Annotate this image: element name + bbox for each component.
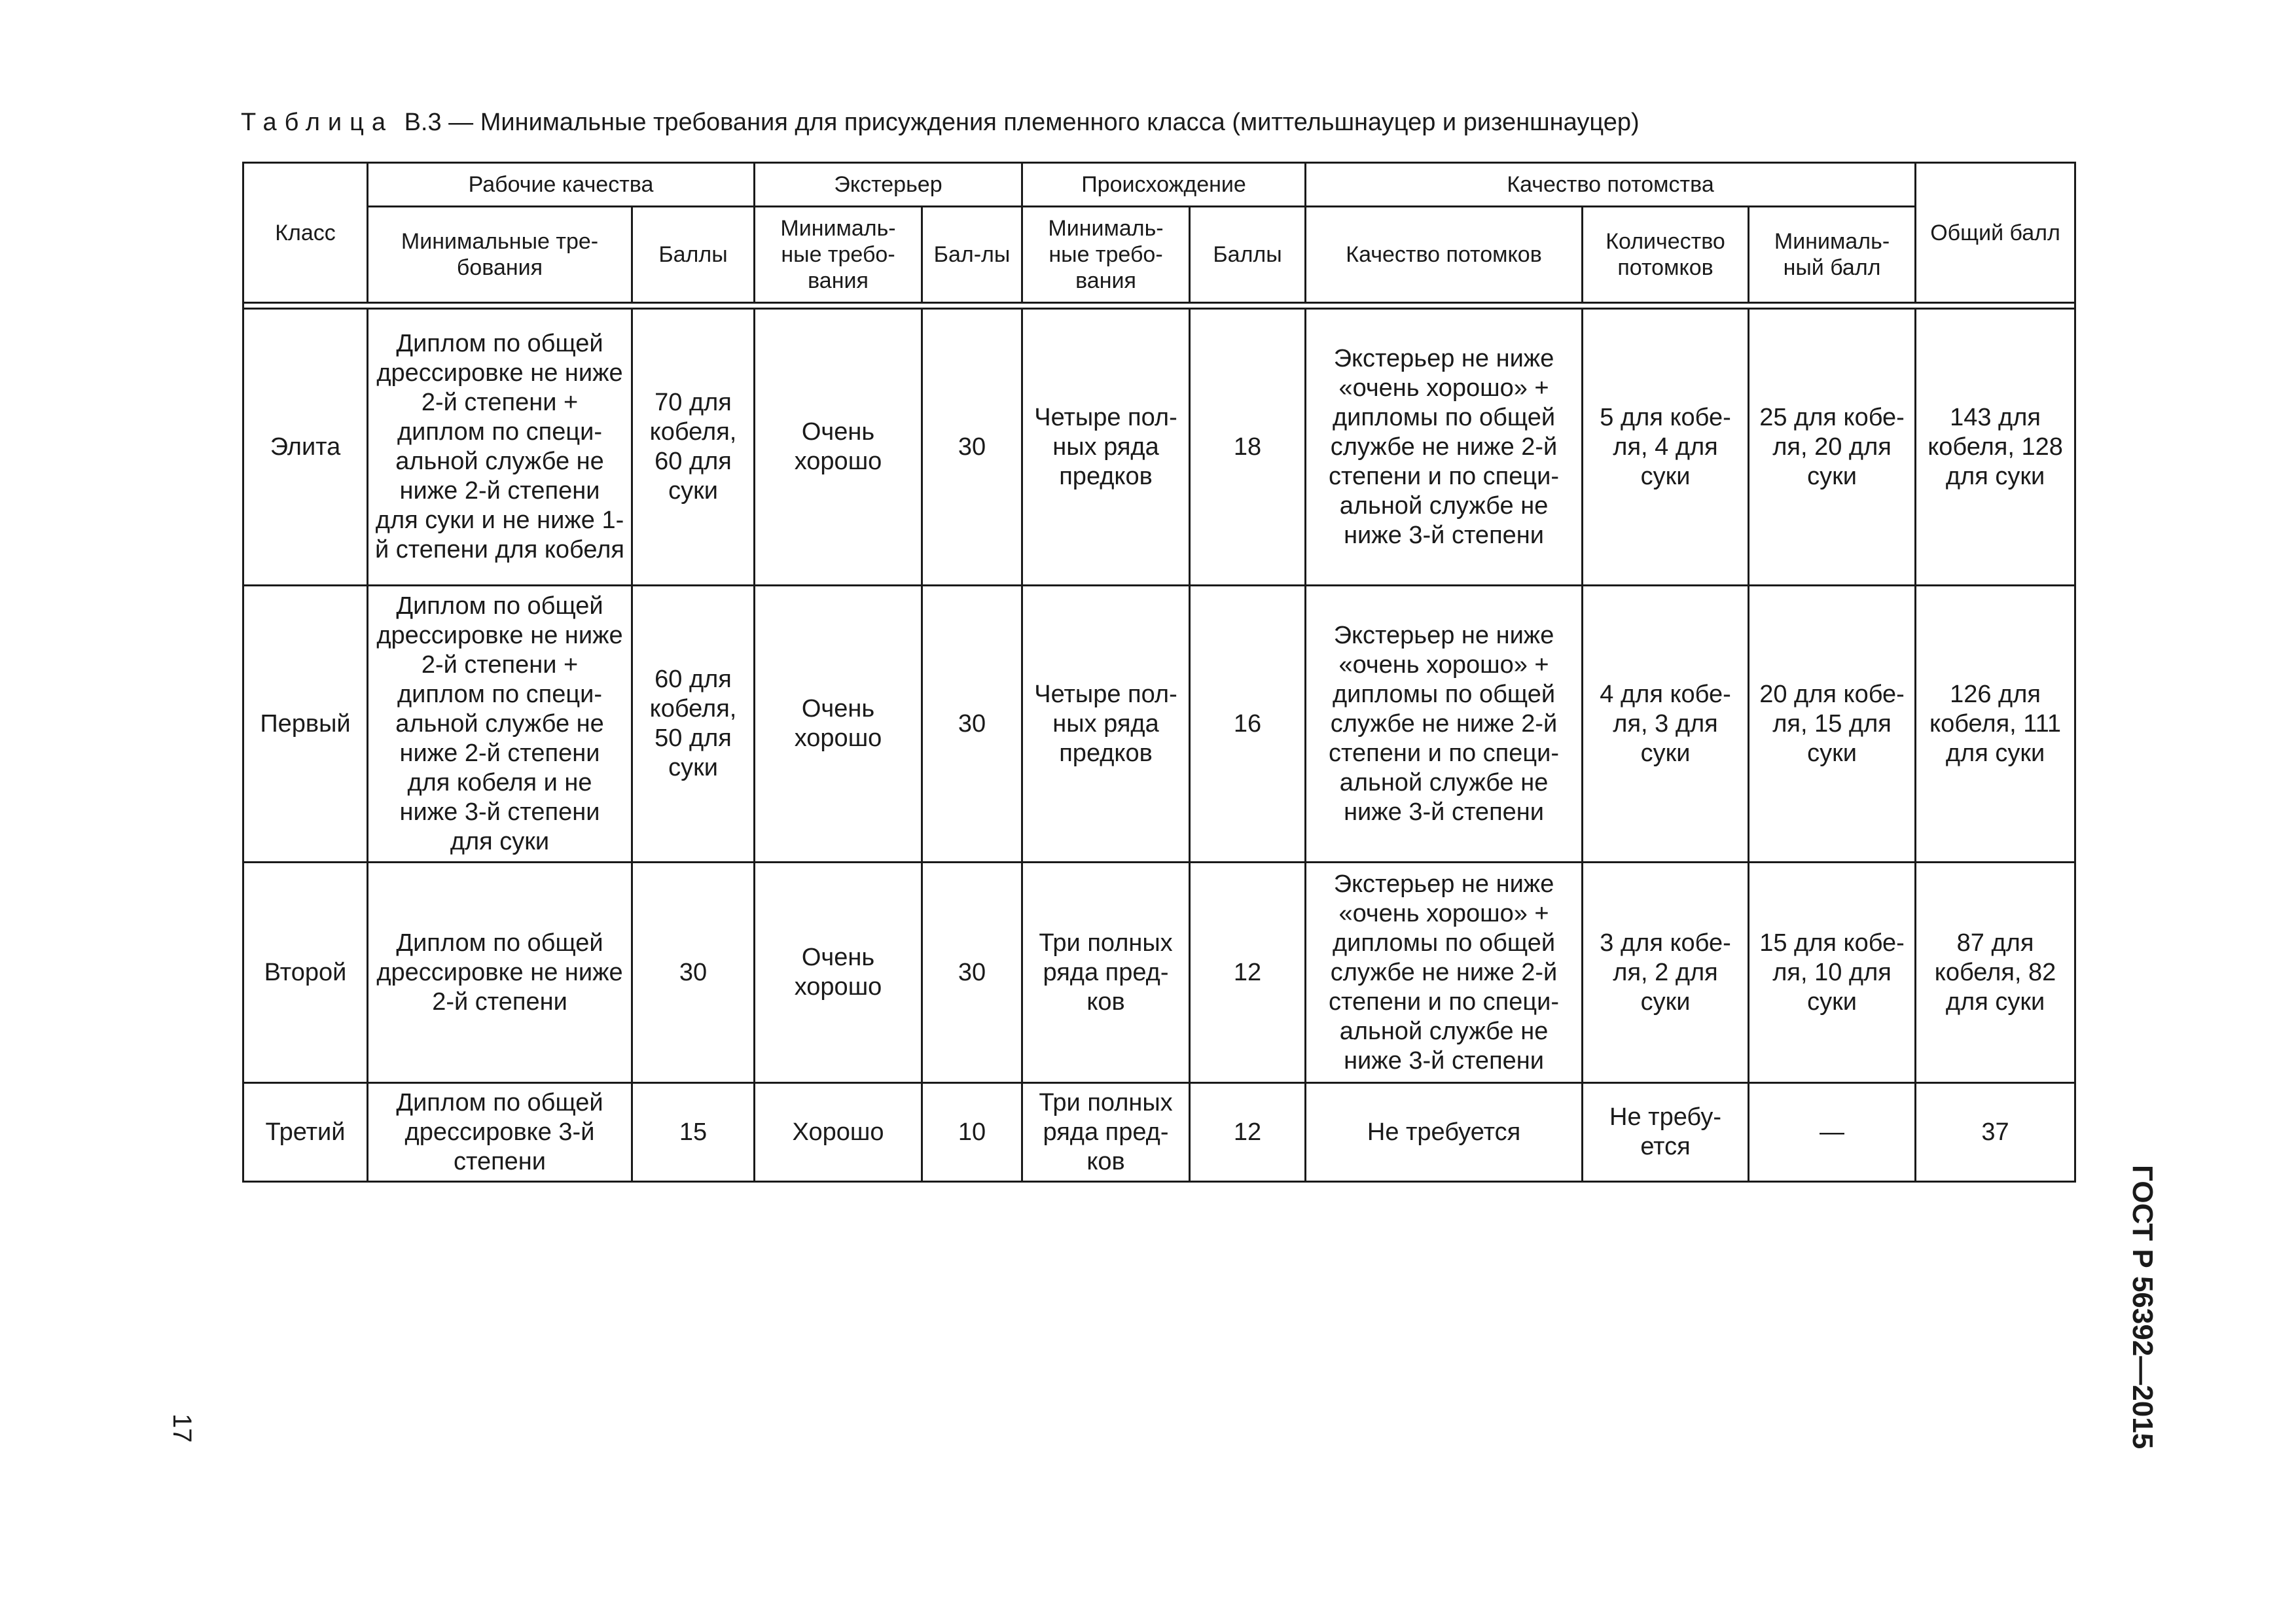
cell-offspring-quality: Не требуется bbox=[1306, 1083, 1583, 1182]
cell-work-min: Диплом по общей дрессировке не ниже 2-й степени + диплом по специ-альной службе не ниже 2-й степени для кобеля и не ниже 3-й степени для суки bbox=[368, 586, 632, 863]
header-total-score: Общий балл bbox=[1916, 163, 2075, 303]
table-row bbox=[243, 309, 2075, 586]
cell-ext-points: 10 bbox=[922, 1083, 1022, 1182]
cell-work-min: Диплом по общей дрессировке 3-й степени bbox=[368, 1083, 632, 1182]
cell-total: 126 для кобеля, 111 для суки bbox=[1916, 586, 2075, 863]
cell-class: Первый bbox=[243, 586, 368, 863]
subheader-offspring-count: Количество потомков bbox=[1583, 207, 1749, 303]
header-work-qualities: Рабочие качества bbox=[368, 163, 755, 207]
cell-offspring-quality: Экстерьер не ниже «очень хорошо» + дипломы по общей службе не ниже 2-й степени и по специ-альной службе не ниже 3-й степени bbox=[1306, 863, 1583, 1083]
cell-work-points: 70 для кобеля, 60 для суки bbox=[632, 309, 755, 586]
cell-work-points: 30 bbox=[632, 863, 755, 1083]
cell-class: Элита bbox=[243, 309, 368, 586]
cell-ext-points: 30 bbox=[922, 309, 1022, 586]
subheader-offspring-quality: Качество потомков bbox=[1306, 207, 1583, 303]
cell-offspring-min-score: 20 для кобе-ля, 15 для суки bbox=[1749, 586, 1916, 863]
table-row bbox=[243, 586, 2075, 863]
cell-total: 143 для кобеля, 128 для суки bbox=[1916, 309, 2075, 586]
breeding-class-table bbox=[242, 162, 2076, 1183]
cell-origin-min: Четыре пол-ных ряда предков bbox=[1022, 309, 1190, 586]
cell-ext-points: 30 bbox=[922, 586, 1022, 863]
cell-offspring-count: 4 для кобе-ля, 3 для суки bbox=[1583, 586, 1749, 863]
header-class: Класс bbox=[243, 163, 368, 303]
caption-label: Таблица bbox=[241, 109, 393, 136]
header-origin: Происхождение bbox=[1022, 163, 1306, 207]
cell-offspring-min-score: 25 для кобе-ля, 20 для суки bbox=[1749, 309, 1916, 586]
subheader-ext-min: Минималь-ные требо-вания bbox=[755, 207, 922, 303]
header-separator bbox=[243, 303, 2075, 309]
cell-offspring-min-score: 15 для кобе-ля, 10 для суки bbox=[1749, 863, 1916, 1083]
cell-ext-min: Хорошо bbox=[755, 1083, 922, 1182]
cell-ext-points: 30 bbox=[922, 863, 1022, 1083]
cell-work-min: Диплом по общей дрессировке не ниже 2-й степени + диплом по специ-альной службе не ниже 2-й степени для суки и не ниже 1-й степени для кобеля bbox=[368, 309, 632, 586]
cell-origin-points: 18 bbox=[1190, 309, 1306, 586]
cell-class: Третий bbox=[243, 1083, 368, 1182]
table-row bbox=[243, 863, 2075, 1083]
subheader-work-points: Баллы bbox=[632, 207, 755, 303]
cell-work-min: Диплом по общей дрессировке не ниже 2-й степени bbox=[368, 863, 632, 1083]
subheader-ext-points: Бал-лы bbox=[922, 207, 1022, 303]
cell-offspring-quality: Экстерьер не ниже «очень хорошо» + дипломы по общей службе не ниже 2-й степени и по специ-альной службе не ниже 3-й степени bbox=[1306, 586, 1583, 863]
cell-offspring-count: 5 для кобе-ля, 4 для суки bbox=[1583, 309, 1749, 586]
cell-origin-points: 12 bbox=[1190, 1083, 1306, 1182]
cell-work-points: 15 bbox=[632, 1083, 755, 1182]
cell-origin-min: Три полных ряда пред-ков bbox=[1022, 863, 1190, 1083]
cell-total: 87 для кобеля, 82 для суки bbox=[1916, 863, 2075, 1083]
subheader-offspring-min-score: Минималь-ный балл bbox=[1749, 207, 1916, 303]
cell-origin-points: 12 bbox=[1190, 863, 1306, 1083]
cell-ext-min: Очень хорошо bbox=[755, 586, 922, 863]
subheader-work-min: Минимальные тре-бования bbox=[368, 207, 632, 303]
cell-work-points: 60 для кобеля, 50 для суки bbox=[632, 586, 755, 863]
table-row bbox=[243, 1083, 2075, 1182]
subheader-origin-min: Минималь-ные требо-вания bbox=[1022, 207, 1190, 303]
cell-ext-min: Очень хорошо bbox=[755, 863, 922, 1083]
standard-designation: ГОСТ Р 56392—2015 bbox=[2126, 1165, 2159, 1450]
header-exterior: Экстерьер bbox=[755, 163, 1022, 207]
cell-origin-points: 16 bbox=[1190, 586, 1306, 863]
subheader-origin-points: Баллы bbox=[1190, 207, 1306, 303]
cell-offspring-count: 3 для кобе-ля, 2 для суки bbox=[1583, 863, 1749, 1083]
cell-offspring-count: Не требу-ется bbox=[1583, 1083, 1749, 1182]
cell-origin-min: Четыре пол-ных ряда предков bbox=[1022, 586, 1190, 863]
cell-class: Второй bbox=[243, 863, 368, 1083]
table-caption bbox=[241, 109, 1640, 137]
cell-total: 37 bbox=[1916, 1083, 2075, 1182]
cell-origin-min: Три полных ряда пред-ков bbox=[1022, 1083, 1190, 1182]
header-offspring-quality: Качество потомства bbox=[1306, 163, 1916, 207]
caption-text: В.3 — Минимальные требования для присуждения племенного класса (миттельшнауцер и ризеншнауцер) bbox=[404, 109, 1640, 136]
cell-offspring-quality: Экстерьер не ниже «очень хорошо» + дипломы по общей службе не ниже 2-й степени и по специ-альной службе не ниже 3-й степени bbox=[1306, 309, 1583, 586]
header-double-rule bbox=[243, 303, 2075, 309]
cell-offspring-min-score: — bbox=[1749, 1083, 1916, 1182]
page-number: 17 bbox=[168, 1414, 196, 1443]
cell-ext-min: Очень хорошо bbox=[755, 309, 922, 586]
